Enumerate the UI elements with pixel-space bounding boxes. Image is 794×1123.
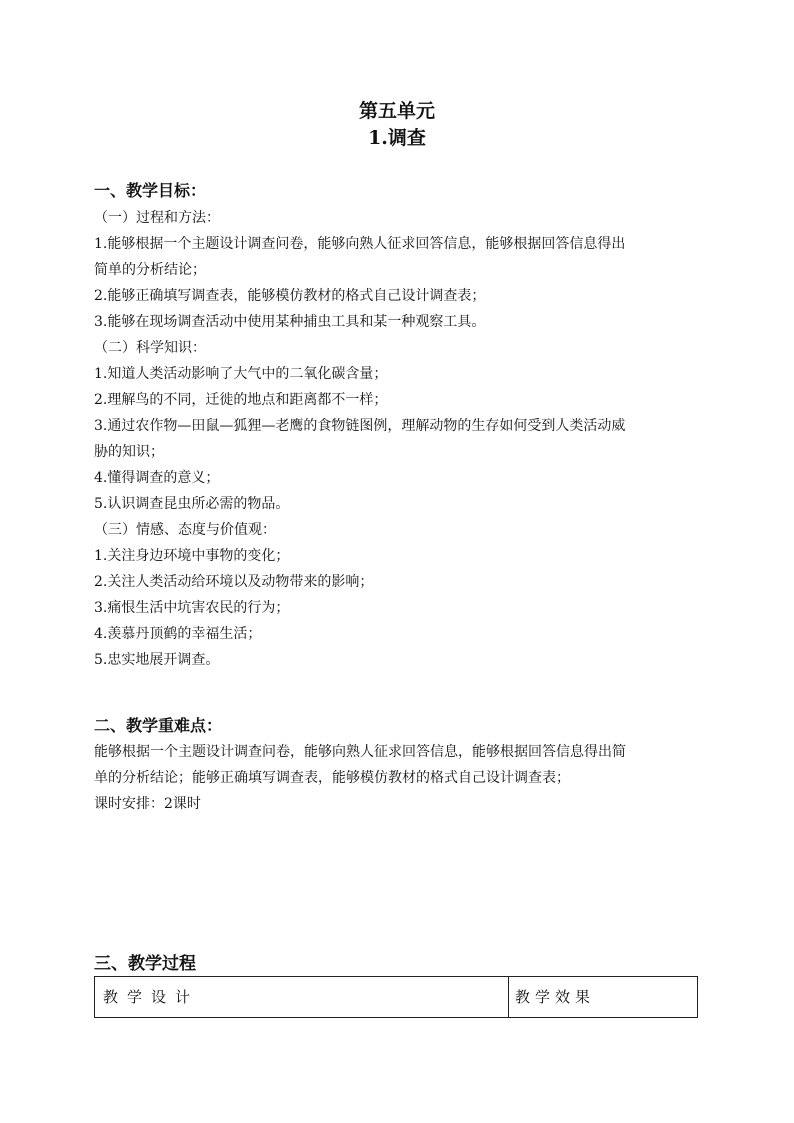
lesson-title: 1.调查: [368, 127, 426, 149]
unit-title: 第五单元: [358, 100, 435, 122]
list-item: 简单的分析结论；: [94, 262, 206, 278]
list-item: 1.能够根据一个主题设计调查问卷，能够向熟人征求回答信息，能够根据回答信息得出: [94, 236, 626, 252]
paragraph-line: 单的分析结论；能够正确填写调查表，能够模仿教材的格式自己设计调查表；: [94, 770, 570, 786]
list-item: 3.能够在现场调查活动中使用某种捕虫工具和某一种观察工具。: [94, 314, 486, 330]
section-heading-key-points: 二、教学重难点：: [94, 716, 223, 735]
schedule-line: 课时安排：2课时: [94, 796, 201, 812]
section-heading-process: 三、教学过程: [94, 954, 196, 974]
list-item: 2.能够正确填写调查表，能够模仿教材的格式自己设计调查表；: [94, 288, 486, 304]
list-item: 4.懂得调查的意义；: [94, 470, 220, 486]
key-points-block: [94, 739, 702, 817]
subsection-title-knowledge: （二）科学知识：: [94, 340, 206, 356]
list-item: 5.忠实地展开调查。: [94, 652, 220, 668]
subsection-title-process: （一）过程和方法：: [94, 210, 220, 226]
list-item: 1.知道人类活动影响了大气中的二氧化碳含量；: [94, 366, 388, 382]
list-item: 3.通过农作物—田鼠—狐狸—老鹰的食物链图例，理解动物的生存如何受到人类活动威: [94, 418, 626, 434]
table-header-effect: 教学效果: [515, 988, 596, 1006]
objectives-block: [94, 205, 702, 673]
list-item: 5.认识调查昆虫所必需的物品。: [94, 496, 290, 512]
list-item: 4.羡慕丹顶鹤的幸福生活；: [94, 626, 262, 642]
table-header-design: 教学设计: [95, 977, 509, 1017]
list-item: 3.痛恨生活中坑害农民的行为；: [94, 600, 290, 616]
list-item: 2.理解鸟的不同，迁徙的地点和距离都不一样；: [94, 392, 388, 408]
section-heading-objectives: 一、教学目标：: [94, 181, 207, 200]
list-item: 2.关注人类活动给环境以及动物带来的影响；: [94, 574, 374, 590]
teaching-process-table: [94, 976, 698, 1018]
paragraph-line: 能够根据一个主题设计调查问卷，能够向熟人征求回答信息，能够根据回答信息得出简: [94, 744, 626, 760]
list-item: 1.关注身边环境中事物的变化；: [94, 548, 290, 564]
list-item: 胁的知识；: [94, 444, 164, 460]
subsection-title-values: （三）情感、态度与价值观：: [94, 522, 276, 538]
